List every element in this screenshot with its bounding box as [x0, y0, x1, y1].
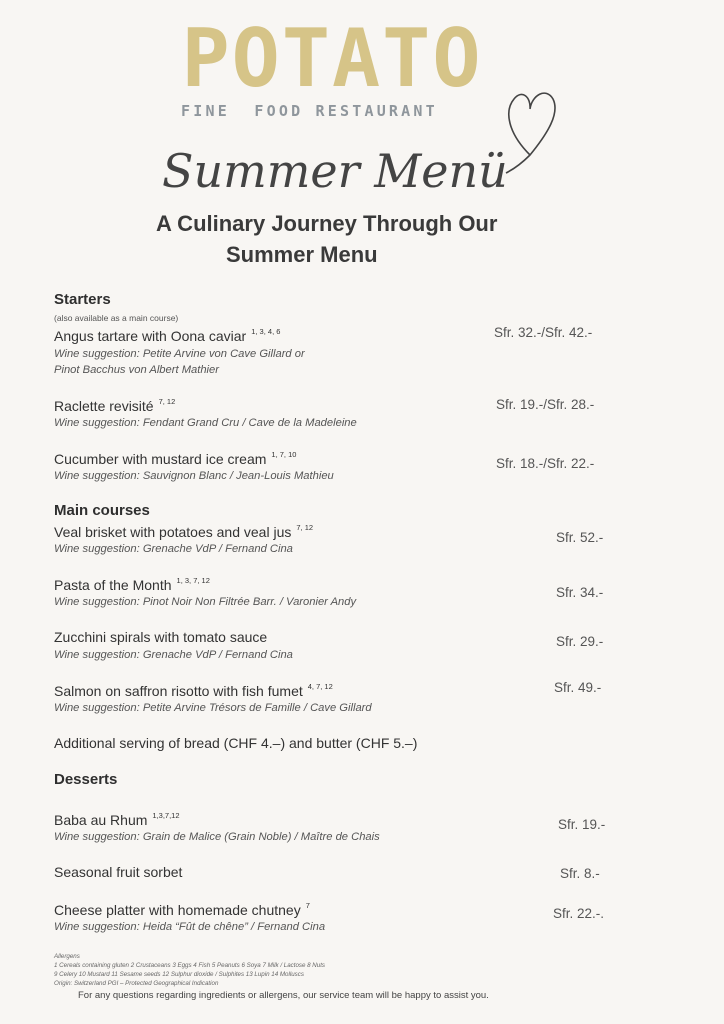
wine-suggestion: Wine suggestion: Pinot Noir Non Filtrée Barr. / Varonier Andy [54, 596, 357, 608]
item-name-text: Veal brisket with potatoes and veal jus [54, 524, 292, 540]
starters-note: (also available as a main course) [54, 313, 179, 323]
item-name-text: Zucchini spirals with tomato sauce [54, 629, 268, 645]
item-allergens: 4, 7, 12 [307, 682, 333, 691]
menu-item-name [54, 450, 296, 467]
item-name-text: Salmon on saffron risotto with fish fumet [54, 683, 303, 699]
wine-suggestion: Wine suggestion: Petite Arvine Trésors de Famille / Cave Gillard [54, 702, 372, 714]
script-title-text: Summer Menü [162, 144, 508, 198]
service-footer-note: For any questions regarding ingredients or allergens, our service team will be happy to assist you. [78, 990, 489, 1001]
item-price: Sfr. 49.- [554, 680, 602, 695]
wine-suggestion: Wine suggestion: Fendant Grand Cru / Cave de la Madeleine [54, 417, 357, 429]
item-name-text: Cucumber with mustard ice cream [54, 451, 267, 467]
item-name-text: Baba au Rhum [54, 812, 148, 828]
item-price: Sfr. 52.- [556, 530, 604, 545]
menu-item-name [54, 397, 175, 414]
headline-line-1: A Culinary Journey Through Our [156, 211, 498, 236]
menu-item-name [54, 811, 180, 828]
item-allergens: 7, 12 [296, 523, 314, 532]
menu-item-name [54, 901, 310, 918]
restaurant-tagline: FINE FOOD RESTAURANT [181, 102, 438, 120]
wine-suggestion: Wine suggestion: Sauvignon Blanc / Jean-Louis Mathieu [54, 470, 334, 482]
menu-item-name [54, 629, 267, 645]
menu-item-name [54, 523, 313, 540]
item-price: Sfr. 29.- [556, 634, 604, 649]
section-title-desserts: Desserts [54, 771, 118, 788]
item-price: Sfr. 32.-/Sfr. 42.- [494, 325, 593, 340]
item-allergens: 7 [305, 901, 310, 910]
item-allergens: 1, 7, 10 [271, 450, 297, 459]
allergens-title: Allergens [54, 953, 80, 960]
item-price: Sfr. 8.- [560, 866, 600, 881]
wine-suggestion: Wine suggestion: Grenache VdP / Fernand Cina [54, 649, 293, 661]
item-allergens: 1, 3, 4, 6 [251, 327, 281, 336]
headline-line-2: Summer Menu [226, 242, 378, 267]
allergens-origin: Origin: Switzerland PGI – Protected Geographical Indication [54, 980, 219, 987]
item-allergens: 1, 3, 7, 12 [176, 576, 210, 585]
allergens-line-2: 9 Celery 10 Mustard 11 Sesame seeds 12 Sulphur dioxide / Sulphites 13 Lupin 14 Molluscs [54, 971, 304, 978]
wine-suggestion: Wine suggestion: Petite Arvine von Cave Gillard or Pinot Bacchus von Albert Mathier [54, 348, 305, 376]
bread-butter-note: Additional serving of bread (CHF 4.–) and butter (CHF 5.–) [54, 735, 418, 751]
item-price: Sfr. 18.-/Sfr. 22.- [496, 456, 595, 471]
heart-icon [500, 85, 560, 180]
menu-item-name [54, 682, 333, 699]
item-price: Sfr. 19.- [558, 817, 606, 832]
wine-suggestion: Wine suggestion: Grenache VdP / Fernand Cina [54, 543, 293, 555]
item-name-text: Cheese platter with homemade chutney [54, 902, 301, 918]
restaurant-logo: POTATO [181, 12, 483, 105]
item-name-text: Raclette revisité [54, 398, 154, 414]
menu-item-name [54, 576, 210, 593]
item-name-text: Pasta of the Month [54, 577, 172, 593]
item-allergens: 1,3,7,12 [152, 811, 180, 820]
allergens-line-1: 1 Cereals containing gluten 2 Crustaceans 3 Eggs 4 Fish 5 Peanuts 6 Soya 7 Milk / Lactose 8 Nuts [54, 962, 326, 969]
item-price: Sfr. 34.- [556, 585, 604, 600]
item-name-text: Angus tartare with Oona caviar [54, 328, 247, 344]
item-price: Sfr. 22.-. [553, 906, 605, 921]
wine-suggestion: Wine suggestion: Grain de Malice (Grain Noble) / Maître de Chais [54, 831, 380, 843]
item-allergens: 7, 12 [158, 397, 176, 406]
wine-suggestion: Wine suggestion: Heida “Fût de chêne” / Fernand Cina [54, 921, 326, 933]
section-title-starters: Starters [54, 291, 111, 308]
menu-item-name [54, 864, 182, 880]
section-title-main-courses: Main courses [54, 502, 150, 519]
item-name-text: Seasonal fruit sorbet [54, 864, 183, 880]
menu-item-name [54, 327, 280, 344]
item-price: Sfr. 19.-/Sfr. 28.- [496, 397, 595, 412]
